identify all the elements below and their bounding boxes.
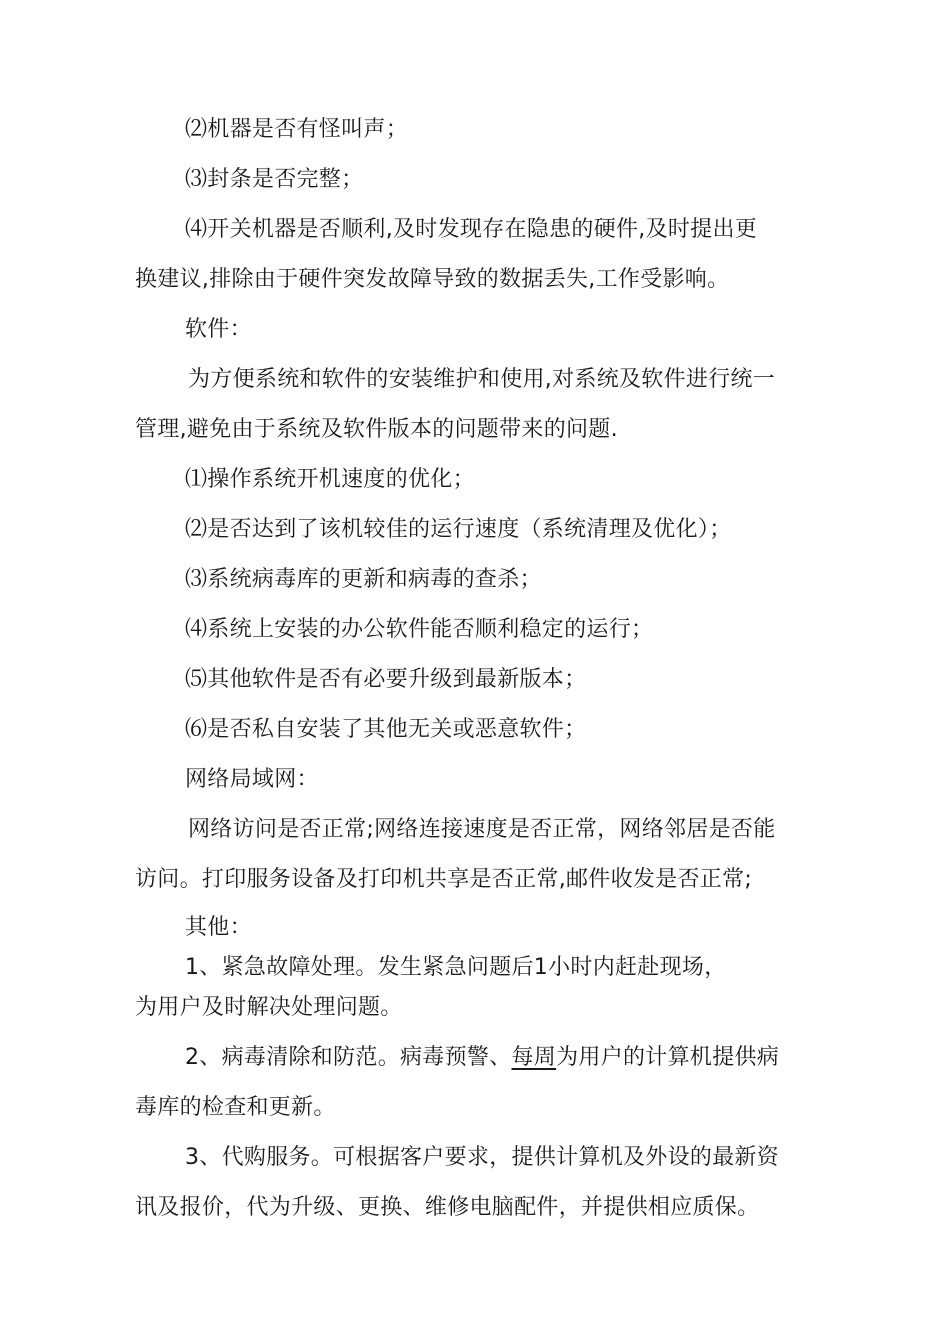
software-item-4: ⑷系统上安装的办公软件能否顺利稳定的运行； <box>185 617 654 642</box>
other-heading: 其他： <box>185 915 252 940</box>
network-body-line-1: 网络访问是否正常;网络连接速度是否正常，网络邻居是否能 <box>188 817 776 842</box>
network-body-line-2: 访问。打印服务设备及打印机共享是否正常,邮件收发是否正常; <box>135 867 753 892</box>
software-heading: 软件： <box>185 317 252 342</box>
hardware-item-3: ⑶封条是否完整； <box>185 167 364 192</box>
software-item-3: ⑶系统病毒库的更新和病毒的查杀； <box>185 567 542 592</box>
service-2-underlined-weekly: 每周 <box>511 1045 557 1070</box>
service-1-line-1: 1、紧急故障处理。发生紧急问题后1小时内赶赴现场， <box>185 955 727 980</box>
software-item-2: ⑵是否达到了该机较佳的运行速度（系统清理及优化）； <box>185 517 732 542</box>
service-3-line-1: 3、代购服务。可根据客户要求，提供计算机及外设的最新资 <box>185 1145 780 1170</box>
software-intro-line-2: 管理,避免由于系统及软件版本的问题带来的问题. <box>135 417 618 442</box>
hardware-item-2: ⑵机器是否有怪叫声； <box>185 117 409 142</box>
software-item-1: ⑴操作系统开机速度的优化； <box>185 467 475 492</box>
software-intro-line-1: 为方便系统和软件的安装维护和使用,对系统及软件进行统一 <box>188 367 776 392</box>
software-item-6: ⑹是否私自安装了其他无关或恶意软件； <box>185 717 587 742</box>
hardware-item-4-line-2: 换建议,排除由于硬件突发故障导致的数据丢失,工作受影响。 <box>135 267 730 292</box>
service-2-text-b: 为用户的计算机提供病 <box>556 1045 780 1070</box>
service-2-line-2: 毒库的检查和更新。 <box>135 1095 336 1120</box>
service-1-line-2: 为用户及时解决处理问题。 <box>135 995 403 1020</box>
service-3-line-2: 讯及报价，代为升级、更换、维修电脑配件，并提供相应质保。 <box>135 1195 760 1220</box>
software-item-5: ⑸其他软件是否有必要升级到最新版本； <box>185 667 587 692</box>
service-2-line-1 <box>185 1044 779 1072</box>
hardware-item-4-line-1: ⑷开关机器是否顺利,及时发现存在隐患的硬件,及时提出更 <box>185 217 758 242</box>
service-2-text-a: 2、病毒清除和防范。病毒预警、 <box>185 1045 512 1070</box>
network-heading: 网络局域网： <box>185 767 319 792</box>
